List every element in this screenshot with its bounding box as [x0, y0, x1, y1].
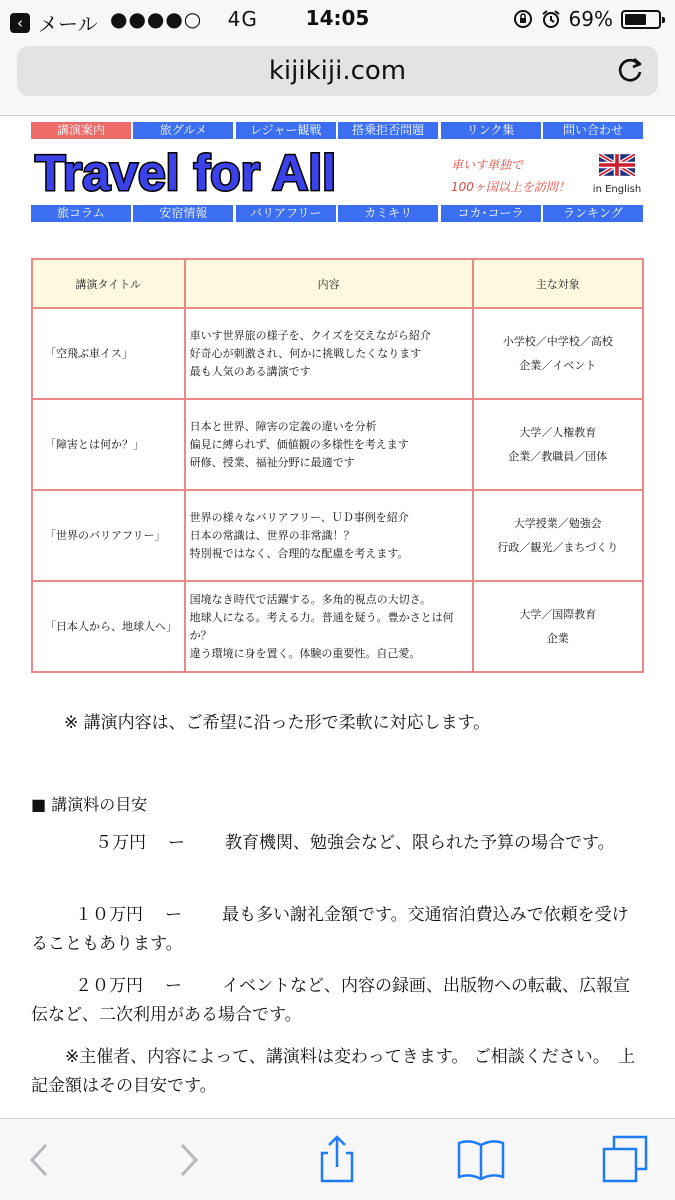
uk-flag-icon: [599, 154, 635, 176]
target-line: 大学／人権教育: [519, 425, 597, 439]
lecture-table: [31, 258, 644, 673]
share-icon[interactable]: [310, 1133, 364, 1187]
nav-ranking[interactable]: ランキング: [543, 205, 643, 222]
content-line: 世界の様々なバリアフリー、ＵＤ事例を紹介: [189, 510, 409, 524]
lecture-note: ※ 講演内容は、ご希望に沿った形で柔軟に対応します。: [64, 713, 491, 733]
fee-amount: １０万円: [75, 905, 143, 925]
nav-links[interactable]: リンク集: [441, 122, 541, 139]
back-app-label: メール: [38, 12, 98, 36]
content-line: 地球人になる。考える力。普通を疑う。豊かさとは何か？: [189, 610, 454, 642]
back-arrow-icon: ‹: [10, 13, 30, 33]
nav-lecture[interactable]: 講演案内: [31, 122, 131, 139]
fee-amount: ２０万円: [75, 976, 143, 996]
target-line: 大学授業／勉強会: [513, 516, 602, 530]
content-line: 研修、授業、福祉分野に最適です: [189, 455, 355, 469]
row-targets: [473, 399, 643, 490]
fee-dash: ー: [165, 976, 182, 996]
content-line: 車いす世界旅の様子を、クイズを交えながら紹介: [189, 328, 431, 342]
content-line: 最も人気のある講演です: [189, 364, 311, 378]
target-line: 小学校／中学校／高校: [502, 334, 613, 348]
content-line: 違う環境に身を置く。体験の重要性。自己愛。: [189, 646, 421, 660]
fee-dash: ー: [168, 833, 185, 853]
row-targets: [473, 581, 643, 672]
row-targets: [473, 490, 643, 581]
tabs-icon[interactable]: [598, 1133, 652, 1187]
content-line: 日本の常識は、世界の非常識！？: [189, 528, 355, 542]
browser-address-bar: [0, 40, 675, 116]
header-content: 内容: [185, 259, 473, 308]
content-line: 偏見に縛られず、価値観の多様性を考えます: [189, 437, 409, 451]
table-row: [32, 490, 643, 581]
table-header-row: [32, 259, 643, 308]
site-nav-top: [31, 122, 643, 139]
nav-hostel[interactable]: 安宿情報: [133, 205, 233, 222]
bookmarks-icon[interactable]: [454, 1133, 508, 1187]
forward-icon[interactable]: [162, 1133, 216, 1187]
nav-coca-cola[interactable]: コカ･コーラ: [441, 205, 541, 222]
table-row: [32, 308, 643, 399]
tagline: [451, 154, 570, 198]
header-title: 講演タイトル: [32, 259, 185, 308]
fee-desc: 教育機関、勉強会など、限られた予算の場合です。: [225, 833, 615, 853]
fee-desc: 最も多い謝礼金額です。交通宿泊費込みで依頼を受けることもあります。: [31, 905, 629, 954]
battery-percent: 69%: [568, 7, 613, 31]
content-line: 日本と世界、障害の定義の違いを分析: [189, 419, 377, 433]
target-line: 企業／教職員／団体: [508, 449, 608, 463]
target-line: 企業／イベント: [519, 358, 597, 372]
content-line: 特別視ではなく、合理的な配慮を考えます。: [189, 546, 409, 560]
table-row: [32, 581, 643, 672]
fee-amount: ５万円: [95, 833, 146, 853]
status-right: [513, 7, 661, 31]
table-row: [32, 399, 643, 490]
nav-boarding[interactable]: 搭乗拒否問題: [338, 122, 438, 139]
logo-text: Travel for All: [35, 145, 337, 200]
browser-toolbar: [0, 1118, 675, 1200]
row-content: [185, 399, 473, 490]
signal-strength-icon: ●●●●○: [110, 7, 203, 31]
row-content: [185, 581, 473, 672]
nav-gourmet[interactable]: 旅グルメ: [133, 122, 233, 139]
row-title: 「日本人から、地球人へ」: [32, 581, 185, 672]
network-type: 4G: [227, 7, 258, 31]
content-line: 国境なき時代で活躍する。多角的視点の大切さ。: [189, 592, 432, 606]
fee-note: [31, 1043, 643, 1101]
alarm-icon: [541, 9, 561, 29]
nav-column[interactable]: 旅コラム: [31, 205, 131, 222]
nav-contact[interactable]: 問い合わせ: [543, 122, 643, 139]
row-targets: [473, 308, 643, 399]
tagline-line-2: 100ヶ国以上を訪問！: [451, 180, 570, 194]
target-line: 大学／国際教育: [519, 607, 597, 621]
back-icon[interactable]: [12, 1133, 66, 1187]
fee-desc: イベントなど、内容の録画、出版物への転載、広報宣伝など、二次利用がある場合です。: [31, 976, 630, 1025]
fee-dash: ー: [165, 905, 182, 925]
row-title: 「空飛ぶ車イス」: [32, 308, 185, 399]
site-logo[interactable]: [31, 144, 401, 200]
reload-icon[interactable]: [612, 52, 648, 88]
nav-barrier-free[interactable]: バリアフリー: [236, 205, 336, 222]
row-title: 「世界のバリアフリー」: [32, 490, 185, 581]
content-line: 好奇心が刺激され、何かに挑戦したくなります: [189, 346, 422, 360]
url-text: kijikiji.com: [268, 56, 407, 86]
fee-item: [31, 829, 643, 858]
status-bar: [0, 0, 675, 40]
site-nav-bottom: [31, 205, 643, 222]
url-field[interactable]: [17, 46, 658, 96]
fee-item: [31, 972, 643, 1030]
row-title: 「障害とは何か？」: [32, 399, 185, 490]
fee-item: [31, 901, 643, 959]
english-label: in English: [592, 184, 642, 195]
nav-kamikiri[interactable]: カミキリ: [338, 205, 438, 222]
battery-icon: [621, 10, 661, 29]
battery-fill: [625, 14, 646, 25]
status-time: 14:05: [305, 6, 370, 30]
nav-leisure[interactable]: レジャー観戦: [236, 122, 336, 139]
target-line: 行政／観光／まちづくり: [497, 540, 619, 554]
row-content: [185, 490, 473, 581]
fee-note-text: ※主催者、内容によって、講演料は変わってきます。 ご相談ください。 上記金額はその目安です。: [31, 1047, 636, 1096]
tagline-line-1: 車いす単独で: [451, 158, 524, 172]
row-content: [185, 308, 473, 399]
fee-section-title: ■ 講演料の目安: [31, 795, 148, 814]
header-target: 主な対象: [473, 259, 643, 308]
rotation-lock-icon: [513, 9, 533, 29]
english-link[interactable]: [592, 154, 642, 195]
target-line: 企業: [546, 631, 569, 645]
